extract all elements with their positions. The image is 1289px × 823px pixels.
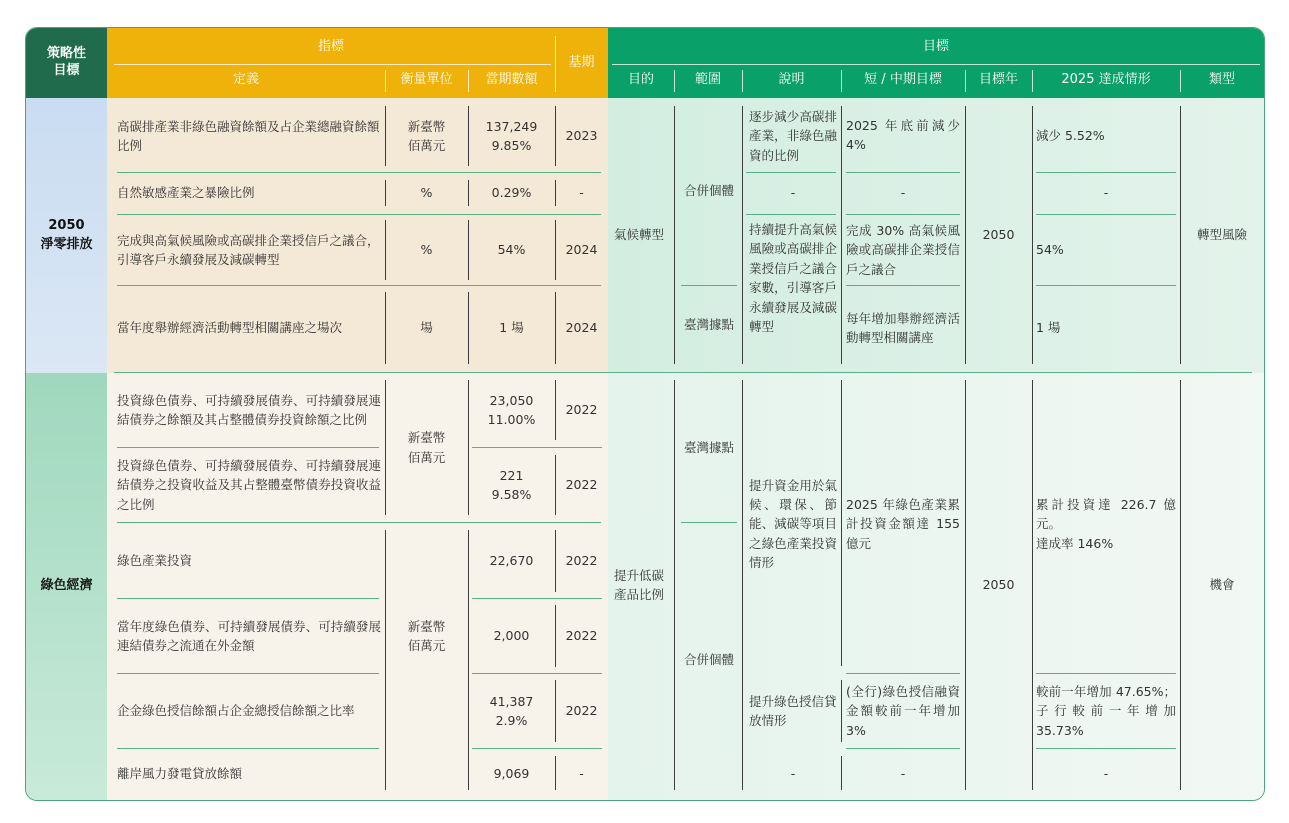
netzero-base-3: 2024 xyxy=(565,242,598,258)
divider xyxy=(1036,285,1176,286)
divider xyxy=(742,106,743,364)
netzero-status-2: - xyxy=(1103,185,1109,201)
divider xyxy=(681,285,737,286)
green-definition-2: 投資綠色債券、可持續發展債券、可持續發展連結債券之投資收益及其占整體臺幣債券投資收益之比例 xyxy=(117,457,381,512)
green-type: 機會 xyxy=(1209,577,1235,593)
divider xyxy=(742,70,743,92)
green-status-3: - xyxy=(1103,766,1109,782)
divider xyxy=(468,530,469,790)
green-definition-4: 當年度綠色債券、可持續發展債券、可持續發展連結債券之流通在外金額 xyxy=(117,618,381,653)
divider xyxy=(472,748,602,749)
divider xyxy=(117,673,379,674)
netzero-unit-1: 新臺幣 佰萬元 xyxy=(407,118,446,153)
netzero-type: 轉型風險 xyxy=(1196,227,1247,243)
netzero-definition-4: 當年度舉辦經濟活動轉型相關講座之場次 xyxy=(117,320,343,336)
divider xyxy=(555,680,556,742)
green-base-2: 2022 xyxy=(565,477,598,493)
green-scope-1: 臺灣據點 xyxy=(683,440,734,456)
section-label-green: 綠色經濟 xyxy=(40,578,93,594)
divider xyxy=(555,455,556,515)
divider xyxy=(742,380,743,790)
netzero-status-1: 減少 5.52% xyxy=(1036,128,1105,144)
divider xyxy=(468,380,469,515)
divider xyxy=(846,172,960,173)
green-base-1: 2022 xyxy=(565,402,598,418)
green-value-6: 9,069 xyxy=(493,766,530,782)
divider xyxy=(674,380,675,790)
divider xyxy=(555,106,556,166)
divider xyxy=(841,70,842,92)
divider xyxy=(472,673,602,674)
green-target-year: 2050 xyxy=(982,577,1015,593)
divider xyxy=(1036,172,1176,173)
netzero-value-4: 1 場 xyxy=(499,320,524,336)
divider xyxy=(1180,106,1181,364)
divider xyxy=(385,292,386,364)
divider xyxy=(117,285,601,286)
divider xyxy=(555,220,556,280)
netzero-target-1: 2025 年底前減少 4% xyxy=(846,118,960,153)
divider xyxy=(385,106,386,166)
divider xyxy=(555,756,556,790)
green-definition-5: 企金綠色授信餘額占企金總授信餘額之比率 xyxy=(117,703,355,719)
green-target-1: 2025 年綠色產業累計投資金額達 155 億元 xyxy=(846,496,960,551)
green-value-1: 23,050 11.00% xyxy=(487,392,536,427)
green-base-6: - xyxy=(579,766,584,782)
netzero-base-4: 2024 xyxy=(565,320,598,336)
netzero-definition-2: 自然敏感產業之暴險比例 xyxy=(117,185,255,201)
divider xyxy=(117,748,379,749)
header-definition: 定義 xyxy=(232,71,259,87)
green-definition-6: 離岸風力發電貸放餘額 xyxy=(117,766,243,782)
divider xyxy=(965,70,966,92)
divider xyxy=(1180,380,1181,790)
green-purpose: 提升低碳 產品比例 xyxy=(614,567,665,602)
divider xyxy=(1032,106,1033,364)
divider xyxy=(681,522,737,523)
netzero-status-4: 1 場 xyxy=(1036,320,1061,336)
netzero-scope-1: 合併個體 xyxy=(683,183,734,199)
divider xyxy=(468,106,469,166)
header-scope: 範圍 xyxy=(694,71,721,87)
green-desc-3: - xyxy=(790,766,796,782)
divider xyxy=(555,530,556,592)
divider xyxy=(114,64,551,65)
netzero-unit-4: 場 xyxy=(420,320,433,336)
netzero-desc-1: 逐步減少高碳排產業，非綠色融資的比例 xyxy=(749,108,837,163)
green-status-2: 較前一年增加 47.65%；子行較前一年增加 35.73% xyxy=(1036,683,1176,738)
header-purpose: 目的 xyxy=(627,71,654,87)
green-status-1: 累計投資達 226.7 億元。 達成率 146% xyxy=(1036,496,1176,551)
divider xyxy=(385,220,386,280)
divider xyxy=(472,447,602,448)
divider xyxy=(841,106,842,364)
green-desc-1: 提升資金用於氣候、環保、節能、減碳等項目之綠色產業投資情形 xyxy=(749,477,837,571)
section-divider xyxy=(114,372,1252,373)
divider xyxy=(555,605,556,667)
header-description: 說明 xyxy=(778,71,805,87)
netzero-scope-2: 臺灣據點 xyxy=(683,317,734,333)
divider xyxy=(846,214,960,215)
divider xyxy=(846,673,960,674)
divider xyxy=(846,748,960,749)
divider xyxy=(117,522,601,523)
divider xyxy=(965,380,966,790)
divider xyxy=(841,756,842,790)
header-indicator: 指標 xyxy=(317,38,344,54)
sustainability-table xyxy=(25,27,1265,801)
netzero-target-year: 2050 xyxy=(982,227,1015,243)
divider xyxy=(1036,214,1176,215)
netzero-unit-2: % xyxy=(420,185,433,201)
divider xyxy=(385,380,386,515)
divider xyxy=(468,180,469,206)
divider xyxy=(1032,70,1033,92)
divider xyxy=(555,380,556,440)
netzero-desc-3: 持續提升高氣候風險或高碳排企業授信戶之議合家數，引導客戶永續發展及減碳轉型 xyxy=(749,222,837,334)
divider xyxy=(555,180,556,206)
divider xyxy=(1036,748,1176,749)
section-label-netzero: 2050 淨零排放 xyxy=(40,217,93,252)
green-scope-2: 合併個體 xyxy=(683,652,734,668)
netzero-value-3: 54% xyxy=(497,242,526,258)
netzero-definition-1: 高碳排產業非綠色融資餘額及占企業總融資餘額比例 xyxy=(117,118,380,153)
green-base-4: 2022 xyxy=(565,628,598,644)
divider xyxy=(555,36,556,92)
header-type: 類型 xyxy=(1208,71,1235,87)
divider xyxy=(117,172,601,173)
green-unit-1: 新臺幣 佰萬元 xyxy=(407,430,446,465)
netzero-target-3: 完成 30% 高氣候風險或高碳排企業授信戶之議合 xyxy=(846,222,960,277)
header-target-year: 目標年 xyxy=(978,71,1018,87)
green-value-2: 221 9.58% xyxy=(491,467,532,502)
green-value-5: 41,387 2.9% xyxy=(489,693,534,728)
header-base-year: 基期 xyxy=(568,54,595,70)
green-base-3: 2022 xyxy=(565,553,598,569)
divider xyxy=(846,285,960,286)
green-definition-1: 投資綠色債券、可持續發展債券、可持續發展連結債券之餘額及其占整體債券投資餘額之比例 xyxy=(117,392,381,427)
divider xyxy=(385,530,386,790)
divider xyxy=(674,70,675,92)
header-current-value: 當期數額 xyxy=(485,71,538,87)
divider xyxy=(1180,70,1181,92)
netzero-definition-3: 完成與高氣候風險或高碳排企業授信戶之議合，引導客戶永續發展及減碳轉型 xyxy=(117,232,380,267)
divider xyxy=(841,380,842,666)
green-target-3: - xyxy=(900,766,906,782)
netzero-target-4: 每年增加舉辦經濟活動轉型相關講座 xyxy=(846,310,960,345)
netzero-value-1: 137,249 9.85% xyxy=(485,118,538,153)
netzero-status-3: 54% xyxy=(1036,242,1064,258)
green-value-4: 2,000 xyxy=(493,628,530,644)
divider xyxy=(385,180,386,206)
divider xyxy=(385,70,386,92)
header-strategic-goal: 策略性 目標 xyxy=(46,46,86,78)
netzero-target-2: - xyxy=(900,185,906,201)
divider xyxy=(841,680,842,742)
divider xyxy=(468,220,469,280)
divider xyxy=(674,106,675,364)
divider xyxy=(117,598,379,599)
divider xyxy=(472,598,602,599)
divider xyxy=(117,214,601,215)
divider xyxy=(117,447,379,448)
netzero-desc-2: - xyxy=(790,185,796,201)
green-definition-3: 綠色產業投資 xyxy=(117,553,193,569)
header-short-mid-target: 短 / 中期目標 xyxy=(864,71,942,87)
header-status-2025: 2025 達成情形 xyxy=(1061,71,1151,87)
header-target: 目標 xyxy=(922,38,949,54)
divider xyxy=(468,292,469,364)
divider xyxy=(1032,380,1033,790)
divider xyxy=(746,214,836,215)
netzero-unit-3: % xyxy=(420,242,433,258)
green-unit-2: 新臺幣 佰萬元 xyxy=(407,618,446,653)
header-unit: 衡量單位 xyxy=(400,71,453,87)
netzero-value-2: 0.29% xyxy=(491,185,532,201)
netzero-base-1: 2023 xyxy=(565,128,598,144)
divider xyxy=(555,292,556,364)
green-value-3: 22,670 xyxy=(489,553,534,569)
divider xyxy=(965,106,966,364)
netzero-base-2: - xyxy=(579,185,584,201)
green-base-5: 2022 xyxy=(565,703,598,719)
green-desc-2: 提升綠色授信貸放情形 xyxy=(749,693,837,728)
divider xyxy=(1036,673,1176,674)
divider xyxy=(468,70,469,92)
netzero-purpose: 氣候轉型 xyxy=(614,227,665,243)
divider xyxy=(746,172,836,173)
green-target-2: (全行)綠色授信融資金額較前一年增加 3% xyxy=(846,683,960,738)
divider xyxy=(612,64,1260,65)
